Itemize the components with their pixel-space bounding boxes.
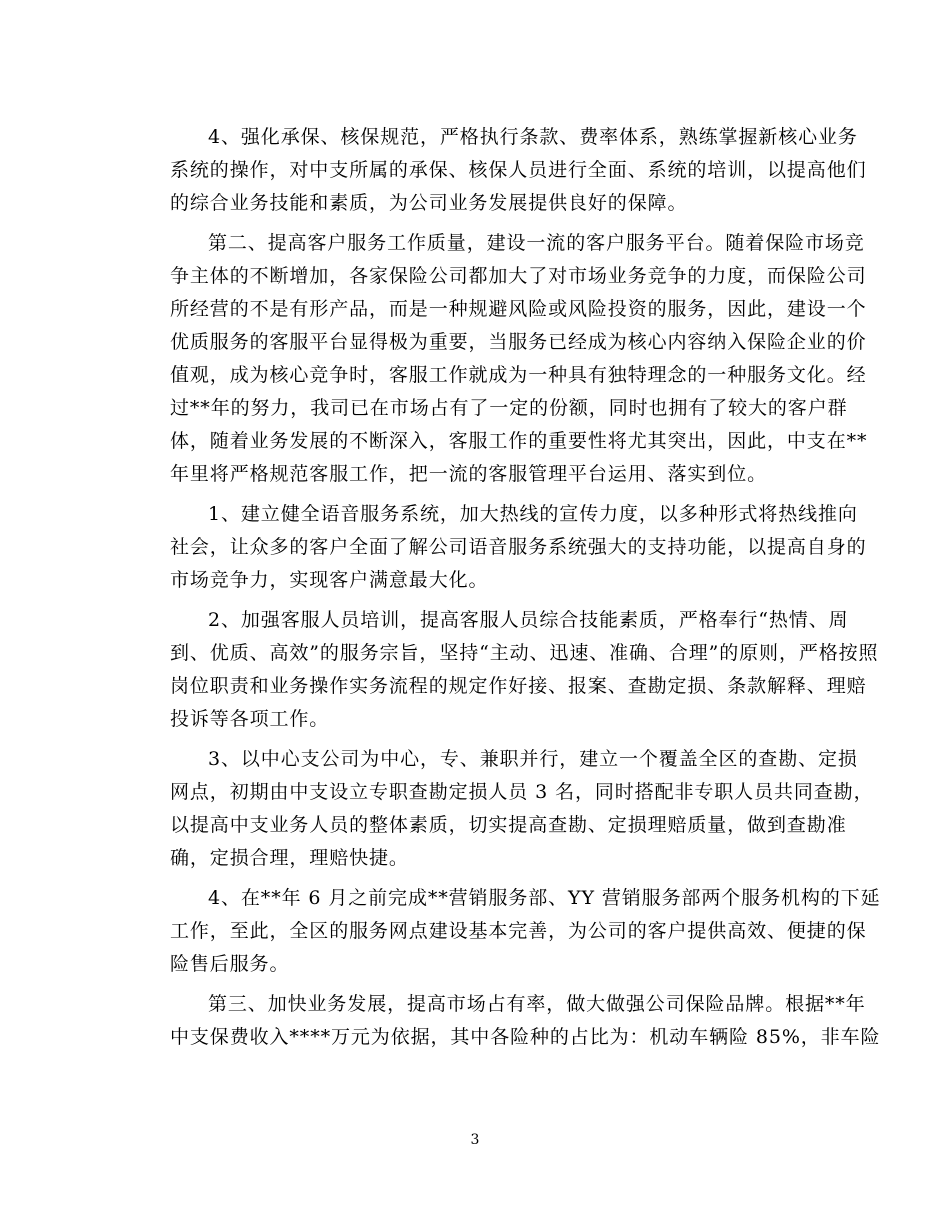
text-line: 4、在**年 6 月之前完成**营销服务部、YY 营销服务部两个服务机构的下延 [208,887,881,909]
text-line: 系统的操作，对中支所属的承保、核保人员进行全面、系统的培训，以提高他们 [170,159,867,181]
text-line: 2、加强客服人员培训，提高客服人员综合技能素质，严格奉行“热情、周 [208,609,849,631]
text-line: 市场竞争力，实现客户满意最大化。 [170,569,489,591]
text-line: 社会，让众多的客户全面了解公司语音服务系统强大的支持功能，以提高自身的 [170,536,867,558]
text-line: 优质服务的客服平台显得极为重要，当服务已经成为核心内容纳入保险企业的价 [170,331,867,353]
text-line: 网点，初期由中支设立专职查勘定损人员 3 名，同时搭配非专职人员共同查勘， [170,781,874,803]
text-line: 第二、提高客户服务工作质量，建设一流的客户服务平台。随着保险市场竞 [208,232,865,254]
text-line: 到、优质、高效”的服务宗旨，坚持“主动、迅速、准确、合理”的原则，严格按照 [170,642,879,664]
text-line: 3、以中心支公司为中心，专、兼职并行，建立一个覆盖全区的查勘、定损 [208,748,858,770]
document-body [170,121,881,1054]
page-number: 3 [470,1132,480,1148]
text-line: 年里将严格规范客服工作，把一流的客服管理平台运用、落实到位。 [170,463,768,485]
text-line: 的综合业务技能和素质，为公司业务发展提供良好的保障。 [170,192,688,214]
text-line: 险售后服务。 [170,953,290,975]
text-line: 1、建立健全语音服务系统，加大热线的宣传力度，以多种形式将热线推向 [208,503,858,525]
text-line: 中支保费收入****万元为依据，其中各险种的占比为：机动车辆险 85%，非车险 [170,1026,881,1048]
text-line: 所经营的不是有形产品，而是一种规避风险或风险投资的服务，因此，建设一个 [170,298,867,320]
text-line: 争主体的不断增加，各家保险公司都加大了对市场业务竞争的力度，而保险公司 [170,265,867,287]
text-line: 4、强化承保、核保规范，严格执行条款、费率体系，熟练掌握新核心业务 [208,126,858,148]
text-line: 投诉等各项工作。 [170,708,330,730]
text-line: 过**年的努力，我司已在市场占有了一定的份额，同时也拥有了较大的客户群 [170,397,848,419]
text-line: 确，定损合理，理赔快捷。 [170,847,409,869]
text-line: 工作，至此，全区的服务网点建设基本完善，为公司的客户提供高效、便捷的保 [170,920,867,942]
text-line: 体，随着业务发展的不断深入，客服工作的重要性将尤其突出，因此，中支在** [170,430,868,452]
text-line: 岗位职责和业务操作实务流程的规定作好接、报案、查勘定损、条款解释、理赔 [170,675,867,697]
text-line: 第三、加快业务发展，提高市场占有率，做大做强公司保险品牌。根据**年 [208,993,866,1015]
text-line: 以提高中支业务人员的整体素质，切实提高查勘、定损理赔质量，做到查勘准 [170,814,847,836]
text-line: 值观，成为核心竞争时，客服工作就成为一种具有独特理念的一种服务文化。经 [170,364,867,386]
